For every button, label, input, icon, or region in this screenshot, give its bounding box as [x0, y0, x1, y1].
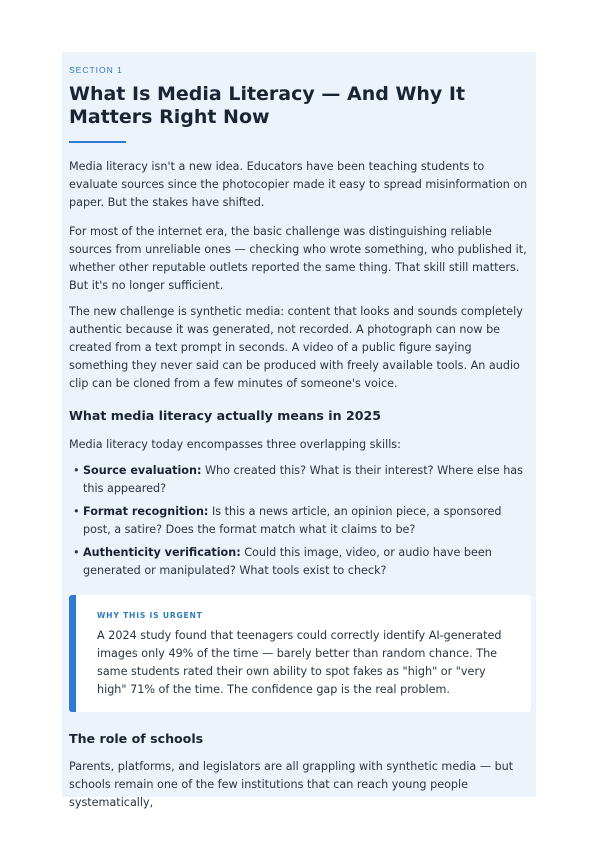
- list-item: [69, 462, 532, 498]
- subhead-media-literacy-2025: What media literacy actually means in 2025: [69, 408, 382, 423]
- urgent-callout: [69, 595, 531, 712]
- skills-list: [69, 462, 532, 585]
- skill-term: Authenticity verification:: [83, 546, 241, 559]
- section-label: SECTION 1: [69, 65, 123, 75]
- skill-term: Source evaluation:: [83, 464, 202, 477]
- skill-term: Format recognition:: [83, 505, 209, 518]
- skill-description: Is this a news article, an opinion piece, a sponsored post, a satire? Does the format match what it claims to be?: [83, 505, 502, 536]
- bullet-icon: •: [73, 546, 80, 559]
- skill-description: Could this image, video, or audio have been generated or manipulated? What tools exist to check?: [83, 546, 492, 577]
- paragraph-internet-era: For most of the internet era, the basic challenge was distinguishing reliable sources from unreliable ones — checking who wrote something, who published it, whether other reputable outlets reported the same thing. That skill still matters. But it's no longer sufficient.: [69, 225, 527, 292]
- article-panel: [62, 52, 536, 809]
- list-item: [69, 544, 532, 580]
- page-title: What Is Media Literacy — And Why It Matters Right Now: [69, 83, 466, 128]
- bullet-icon: •: [73, 464, 80, 477]
- callout-label: WHY THIS IS URGENT: [97, 611, 203, 620]
- paragraph-schools: Parents, platforms, and legislators are all grappling with synthetic media — but schools remain one of the few institutions that can reach young people systematically,: [69, 760, 514, 809]
- callout-text: A 2024 study found that teenagers could correctly identify AI-generated images only 49% of the time — barely better than random chance. The same students rated their own ability to spot fakes as "high" or "very high" 71% of the time. The confidence gap is the real problem.: [97, 629, 502, 696]
- bullet-icon: •: [73, 505, 80, 518]
- skill-description: Who created this? What is their interest? Where else has this appeared?: [83, 464, 523, 495]
- paragraph-intro: Media literacy isn't a new idea. Educators have been teaching students to evaluate sources since the photocopier made it easy to spread misinformation on paper. But the stakes have shifted.: [69, 160, 528, 209]
- paragraph-synthetic-media: The new challenge is synthetic media: content that looks and sounds completely authentic because it was generated, not recorded. A photograph can now be created from a text prompt in seconds. A video of a public figure saying something they never said can be produced with freely available tools. An audio clip can be cloned from a few minutes of someone's voice.: [69, 305, 523, 390]
- paragraph-skills-intro: Media literacy today encompasses three overlapping skills:: [69, 438, 401, 451]
- title-underline: [69, 141, 126, 143]
- list-item: [69, 503, 532, 539]
- subhead-role-of-schools: The role of schools: [69, 731, 204, 746]
